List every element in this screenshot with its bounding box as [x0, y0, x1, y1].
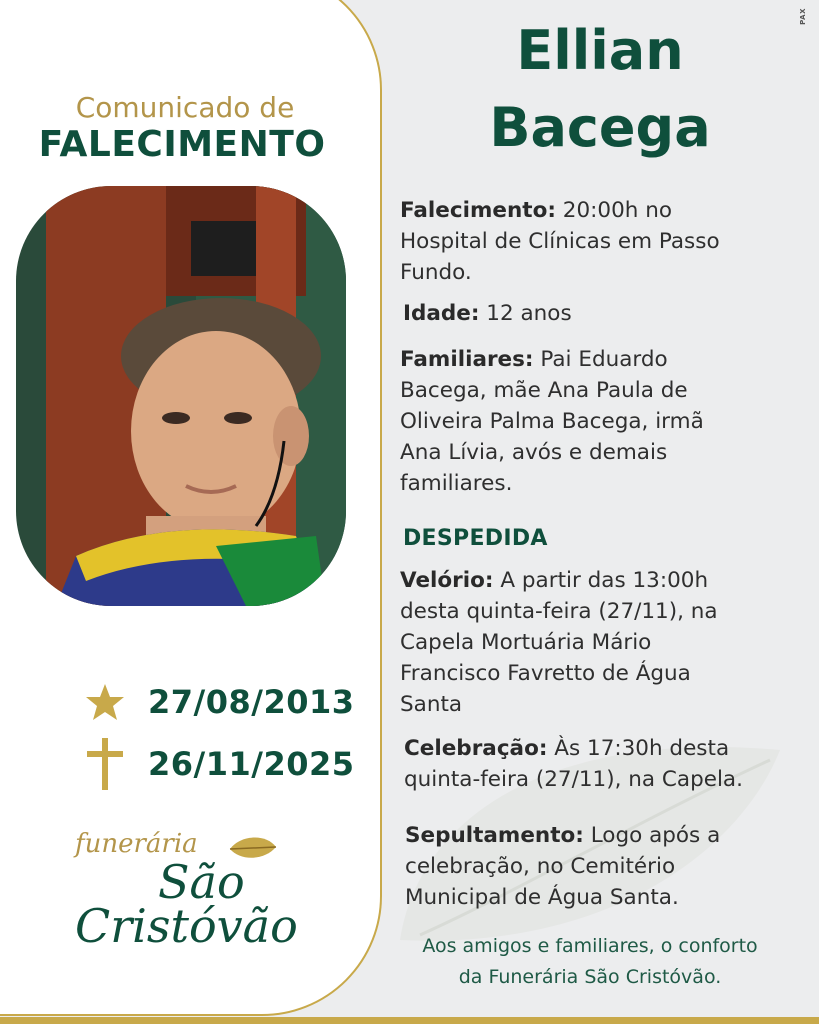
falecimento-block: [400, 195, 720, 288]
closing-message: [400, 931, 780, 993]
brand-mark: PAX: [799, 8, 807, 25]
familiares-line1: Pai Eduardo: [533, 347, 668, 372]
death-date-row: [85, 742, 375, 786]
bottom-gold-bar: [0, 1017, 819, 1024]
falecimento-line1: 20:00h no: [555, 198, 672, 223]
closing-line2: da Funerária São Cristóvão.: [458, 966, 722, 988]
falecimento-line3: Fundo.: [400, 260, 472, 285]
birth-date-row: [85, 680, 375, 724]
logo-line1: funerária: [75, 829, 198, 859]
logo-line2: São: [158, 855, 245, 909]
birth-date: 27/08/2013: [148, 683, 355, 721]
familiares-line2: Bacega, mãe Ana Paula de: [400, 378, 688, 403]
velorio-line4: Francisco Favretto de Água: [400, 661, 691, 686]
sepultamento-line1: Logo após a: [583, 823, 721, 848]
familiares-line3: Oliveira Palma Bacega, irmã: [400, 409, 704, 434]
death-date: 26/11/2025: [148, 745, 355, 783]
falecimento-line2: Hospital de Clínicas em Passo: [400, 229, 720, 254]
heading-line1: Comunicado de: [75, 91, 295, 124]
velorio-line3: Capela Mortuária Mário: [400, 630, 652, 655]
celebracao-line2: quinta-feira (27/11), na Capela.: [404, 767, 743, 792]
heading-line2: FALECIMENTO: [38, 124, 326, 165]
sepultamento-label: Sepultamento:: [405, 823, 584, 848]
deceased-first-name: Ellian: [516, 19, 684, 82]
celebracao-block: [404, 733, 743, 795]
celebracao-line1: Às 17:30h desta: [547, 736, 730, 761]
velorio-label: Velório:: [400, 568, 494, 593]
despedida-heading: DESPEDIDA: [403, 526, 548, 551]
celebracao-label: Celebração:: [404, 736, 548, 761]
cross-icon: [85, 742, 133, 786]
familiares-line5: familiares.: [400, 471, 513, 496]
velorio-block: [400, 565, 718, 720]
falecimento-label: Falecimento:: [400, 198, 556, 223]
star-icon: [85, 680, 133, 724]
portrait-photo: [16, 186, 346, 606]
idade-block: [403, 298, 572, 329]
deceased-last-name: Bacega: [489, 96, 711, 159]
sepultamento-line3: Municipal de Água Santa.: [405, 885, 679, 910]
sepultamento-block: [405, 820, 720, 913]
velorio-line2: desta quinta-feira (27/11), na: [400, 599, 718, 624]
familiares-line4: Ana Lívia, avós e demais: [400, 440, 668, 465]
portrait-illustration: [16, 186, 346, 606]
idade-value: 12 anos: [479, 301, 572, 326]
familiares-block: [400, 344, 704, 499]
closing-line1: Aos amigos e familiares, o conforto: [422, 935, 758, 957]
idade-label: Idade:: [403, 301, 480, 326]
sepultamento-line2: celebração, no Cemitério: [405, 854, 676, 879]
velorio-line1: A partir das 13:00h: [493, 568, 709, 593]
logo-line3: Cristóvão: [75, 899, 298, 953]
familiares-label: Familiares:: [400, 347, 534, 372]
velorio-line5: Santa: [400, 692, 463, 717]
funeraria-logo: [70, 825, 300, 960]
